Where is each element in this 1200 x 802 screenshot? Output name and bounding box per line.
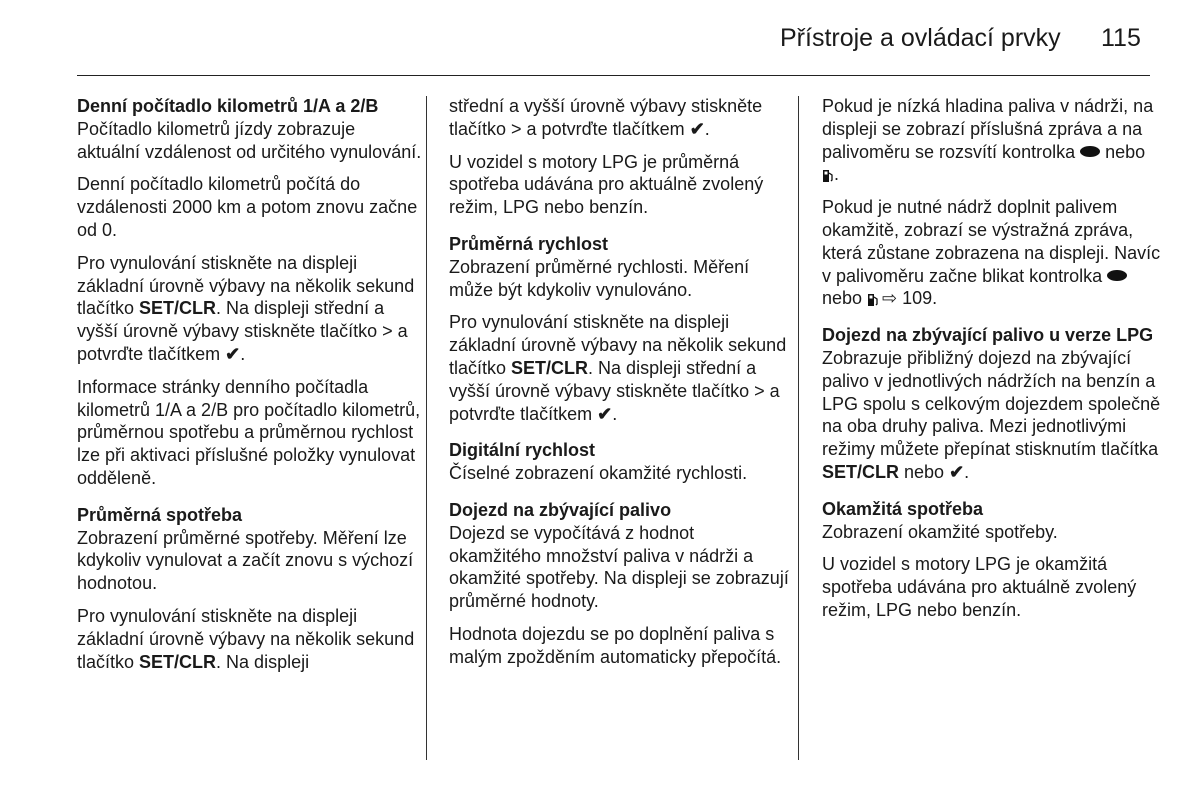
section-daily-odometer — [77, 95, 422, 490]
page-header — [0, 0, 1200, 80]
text: Zobrazuje přibližný dojezd na zbývající palivo v jednotlivých nádržích na benzín a LPG spolu s celkovým dojezdem společně na oba druhy paliva. Mezi jednotlivými režimy můžete přepínat stisknutím tlačítka — [822, 347, 1161, 460]
paragraph: U vozidel s motory LPG je průměrná spotřeba udávána pro aktuálně zvolený režim, LPG nebo benzín. — [449, 151, 764, 218]
paragraph — [449, 95, 789, 141]
section-heading: Dojezd na zbývající palivo — [449, 499, 672, 520]
column-right — [822, 95, 1162, 632]
column-middle — [449, 95, 789, 679]
section-heading: Průměrná rychlost — [449, 233, 609, 254]
warning-lamp-icon — [1080, 146, 1100, 157]
paragraph: Dojezd se vypočítává z hodnot okamžitého množství paliva v nádrži a okamžité spotřeby. Na displeji se zobrazují průměrné hodnoty. — [449, 522, 789, 612]
paragraph: Zobrazení průměrné rychlosti. Měření může být kdykoliv vynulováno. — [449, 256, 750, 300]
text: a potvrďte tlačítkem — [77, 321, 408, 364]
greater-icon: > — [754, 380, 765, 401]
text: Pro vynulování stiskněte na displeji základní úrovně výbavy na několik sekund tlačítko — [77, 252, 415, 319]
text: a potvrďte tlačítkem — [521, 118, 690, 139]
text: . Na displeji střední a vyšší úrovně výbavy stiskněte tlačítko — [449, 357, 757, 401]
text: nebo — [1100, 141, 1146, 162]
section-heading: Dojezd na zbývající palivo u verze LPG — [822, 325, 1154, 346]
text: Pokud je nízká hladina paliva v nádrži, na displeji se zobrazí příslušná zpráva a na palivoměru se rozsvítí kontrolka — [822, 96, 1154, 162]
text: . — [240, 343, 246, 364]
greater-icon: > — [382, 321, 393, 342]
text: . Na displeji střední a vyšší úrovně výbavy stiskněte tlačítko — [77, 298, 385, 342]
text: 109. — [897, 288, 938, 309]
check-icon: ✔ — [689, 118, 705, 139]
greater-icon: > — [511, 118, 522, 139]
text: a potvrďte tlačítkem — [449, 380, 780, 424]
paragraph — [449, 311, 789, 425]
paragraph: Počítadlo kilometrů jízdy zobrazuje aktuální vzdálenost od určitého vynulování. — [77, 118, 422, 162]
section-instant-consumption — [822, 498, 1162, 622]
section-average-speed — [449, 233, 789, 425]
section-heading: Denní počítadlo kilometrů 1/A a 2/B — [77, 96, 379, 116]
paragraph: U vozidel s motory LPG je okamžitá spotřeba udávána pro aktuálně zvolený režim, LPG nebo benzín. — [822, 554, 1137, 620]
text: nebo — [822, 288, 868, 309]
paragraph — [822, 347, 1162, 484]
section-digital-speed — [449, 439, 789, 485]
check-icon: ✔ — [597, 403, 613, 424]
fuel-pump-icon — [867, 292, 879, 308]
section-heading: Okamžitá spotřeba — [822, 498, 984, 519]
paragraph — [822, 95, 1162, 186]
text: nebo — [899, 461, 950, 482]
check-icon: ✔ — [225, 343, 241, 364]
text: Pro vynulování stiskněte na displeji základní úrovně výbavy na několik sekund tlačítko — [449, 312, 787, 378]
paragraph: Hodnota dojezdu se po doplnění paliva s malým zpožděním automaticky přepočítá. — [449, 623, 782, 667]
column-divider — [426, 96, 427, 760]
column-divider — [798, 96, 799, 760]
section-range — [449, 499, 789, 669]
section-average-consumption — [77, 504, 422, 674]
section-heading: Průměrná spotřeba — [77, 504, 243, 525]
page-number: 115 — [1101, 24, 1141, 52]
fuel-pump-icon — [822, 168, 834, 184]
text: . — [612, 403, 618, 424]
button-ref: SET/CLR — [139, 298, 217, 319]
paragraph: Denní počítadlo kilometrů počítá do vzdálenosti 2000 km a potom znovu začne od 0. — [77, 174, 418, 240]
paragraph — [77, 605, 422, 673]
header-rule — [77, 75, 1150, 76]
paragraph — [77, 252, 422, 366]
button-ref: SET/CLR — [822, 461, 900, 482]
text: . — [964, 461, 970, 482]
text: Pro vynulování stiskněte na displeji základní úrovně výbavy na několik sekund tlačítko — [77, 605, 415, 672]
page-reference-arrow-icon: ⇨ — [882, 288, 898, 309]
button-ref: SET/CLR — [139, 651, 217, 672]
column-left — [77, 95, 422, 683]
paragraph — [822, 196, 1162, 310]
paragraph: Číselné zobrazení okamžité rychlosti. — [449, 463, 748, 484]
paragraph: Zobrazení průměrné spotřeby. Měření lze kdykoliv vynulovat a začít znovu s výchozí hodnotou. — [77, 527, 414, 594]
warning-lamp-icon — [1107, 270, 1127, 281]
section-heading: Digitální rychlost — [449, 440, 596, 461]
text: Pokud je nutné nádrž doplnit palivem okamžitě, zobrazí se výstražná zpráva, která zůstane zobrazena na displeji. Navíc v palivoměru začne blikat kontrolka — [822, 197, 1161, 286]
button-ref: SET/CLR — [511, 357, 589, 378]
check-icon: ✔ — [949, 461, 965, 482]
section-range-lpg — [822, 324, 1162, 484]
text: . — [834, 164, 840, 185]
page-title: Přístroje a ovládací prvky — [780, 24, 1061, 52]
text: střední a vyšší úrovně výbavy stiskněte tlačítko — [449, 96, 763, 139]
text: . — [704, 118, 710, 139]
paragraph: Zobrazení okamžité spotřeby. — [822, 521, 1058, 542]
text: . Na displeji — [216, 651, 310, 672]
paragraph: Informace stránky denního počítadla kilometrů 1/A a 2/B pro počítadlo kilometrů, průměrnou spotřebu a průměrnou rychlost lze při aktivaci příslušné položky vynulovat odděleně. — [77, 376, 421, 488]
